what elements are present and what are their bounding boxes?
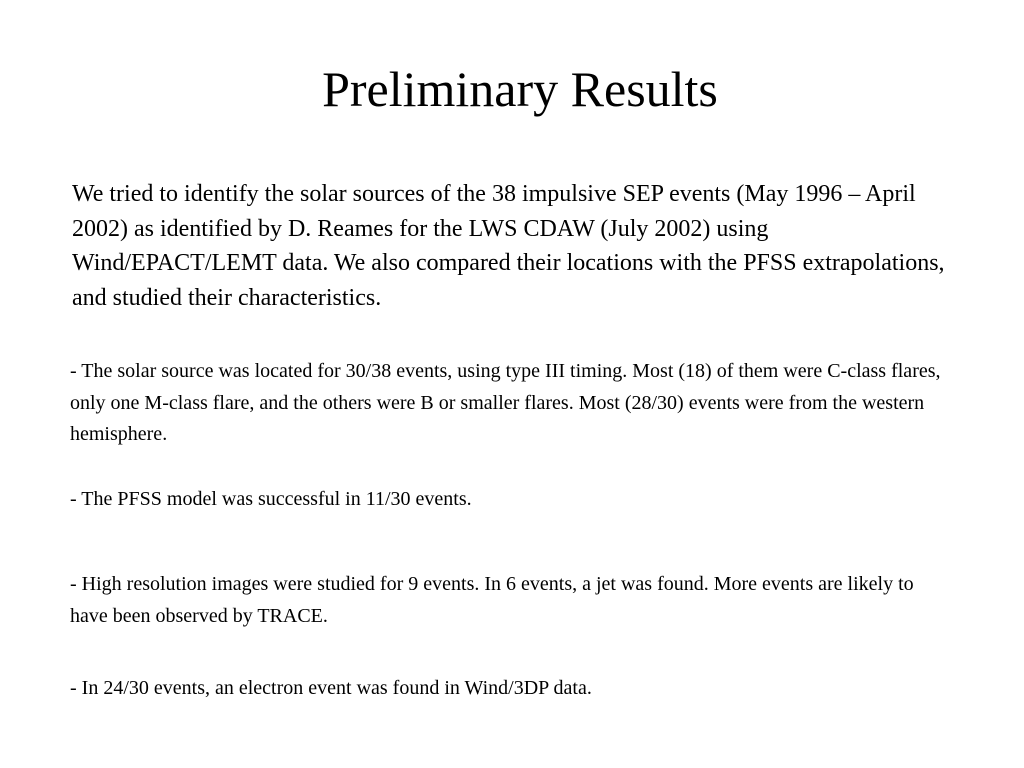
bullet-solar-source: - The solar source was located for 30/38 events, using type III timing. Most (18) of them were C-class flares, only one M-class flare, and the others were B or smaller flares. Most (28/30) events were from the western hemisphere. bbox=[70, 360, 941, 445]
bullet-high-resolution-images: - High resolution images were studied for 9 events. In 6 events, a jet was found. More events are likely to have been observed by TRACE. bbox=[70, 573, 914, 627]
bullet-electron-event: - In 24/30 events, an electron event was found in Wind/3DP data. bbox=[70, 677, 592, 699]
slide-title: Preliminary Results bbox=[322, 61, 718, 117]
bullet-pfss-model: - The PFSS model was successful in 11/30 events. bbox=[70, 488, 472, 510]
intro-paragraph: We tried to identify the solar sources of the 38 impulsive SEP events (May 1996 – April 2002) as identified by D. Reames for the LWS CDAW (July 2002) using Wind/EPACT/LEMT data. We also compared their locations with the PFSS extrapolations, and studied their characteristics. bbox=[72, 181, 945, 311]
